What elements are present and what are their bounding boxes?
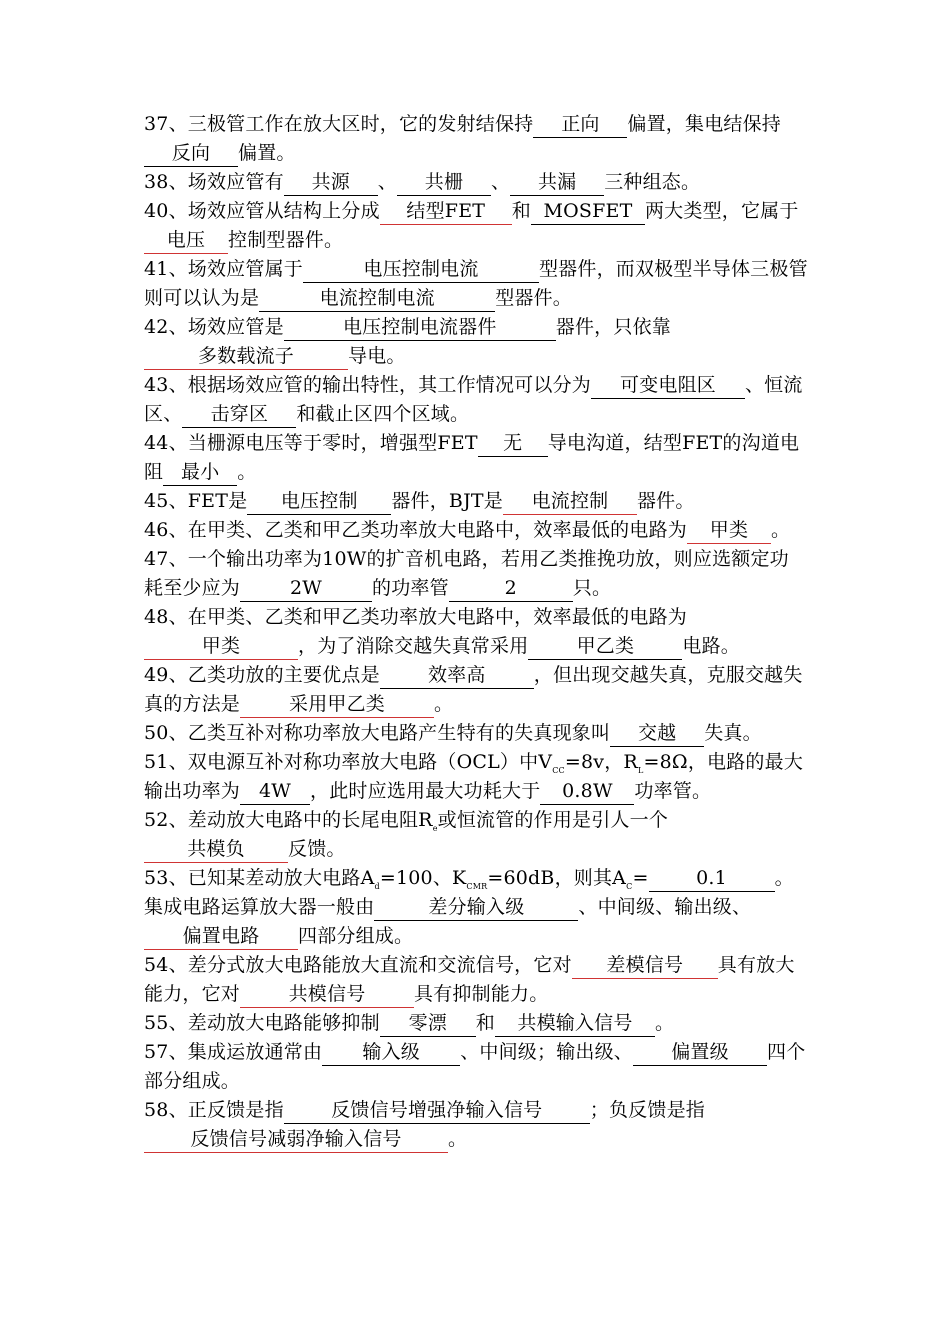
- question-item: [144, 1096, 808, 1154]
- subscript: L: [637, 765, 644, 775]
- question-text: 37、三极管工作在放大区时，它的发射结保持: [144, 113, 534, 135]
- question-text: 和: [511, 200, 531, 222]
- question-item: [144, 864, 808, 951]
- question-text: 偏置，集电结保持: [627, 113, 781, 135]
- answer-blank: 反馈信号增强净输入信号: [284, 1098, 590, 1124]
- question-item: [144, 516, 808, 545]
- question-text: 、: [377, 171, 397, 193]
- subscript: d: [374, 881, 380, 891]
- question-item: [144, 168, 808, 197]
- question-text: 只。: [572, 577, 612, 599]
- question-text: 型器件，而双极型半导体三极管则可以认为是: [144, 258, 808, 309]
- question-text: ，但出现交越失真，克服交越失真的方法是: [144, 664, 803, 715]
- question-text: 。: [448, 1128, 468, 1150]
- answer-blank: 无: [478, 431, 548, 457]
- question-item: [144, 748, 808, 806]
- question-item: [144, 429, 808, 487]
- answer-blank: 采用甲乙类: [240, 692, 434, 718]
- question-text: 器件，只依靠: [555, 316, 671, 338]
- answer-blank: 效率高: [380, 663, 534, 689]
- question-item: [144, 197, 808, 255]
- question-text: 导电。: [348, 345, 406, 367]
- answer-blank: 共模输入信号: [495, 1011, 655, 1037]
- question-text: 。集成电路运算放大器一般由: [144, 867, 794, 918]
- question-text: 导电沟道，结型FET的沟道电阻: [144, 432, 800, 483]
- question-text: 四个部分组成。: [144, 1041, 806, 1092]
- question-text: 和: [475, 1012, 495, 1034]
- answer-blank: 电流控制: [503, 489, 637, 515]
- question-item: [144, 951, 808, 1009]
- question-text: 控制型器件。: [228, 229, 344, 251]
- question-text: 50、乙类互补对称功率放大电路产生特有的失真现象叫: [144, 722, 611, 744]
- question-text: 。: [770, 519, 791, 541]
- question-text: =60dB，则其A: [487, 867, 627, 889]
- answer-blank: 电压控制: [247, 489, 391, 515]
- question-text: =8Ω，电路的最大输出功率为: [144, 751, 804, 802]
- answer-blank: MOSFET: [531, 199, 645, 225]
- question-text: 55、差动放大电路能够抑制: [144, 1012, 380, 1034]
- answer-blank: 2: [449, 576, 573, 602]
- question-text: 、中间级；输出级、: [460, 1041, 633, 1063]
- question-text: 、恒流区、: [144, 374, 803, 425]
- question-text: 或恒流管的作用是引人一个: [437, 809, 669, 831]
- question-text: ，此时应选用最大功耗大于: [310, 780, 541, 802]
- question-item: [144, 371, 808, 429]
- answer-blank: 多数载流子: [144, 344, 348, 370]
- answer-blank: 结型FET: [380, 199, 512, 225]
- question-item: [144, 661, 808, 719]
- answer-blank: 差模信号: [572, 953, 718, 979]
- question-text: 的功率管: [372, 577, 449, 599]
- question-text: 功率管。: [634, 780, 712, 802]
- question-text: 四部分组成。: [298, 925, 414, 947]
- question-text: 45、FET是: [144, 490, 248, 512]
- answer-blank: 正向: [533, 112, 627, 138]
- question-text: 、: [490, 171, 511, 193]
- answer-blank: 4W: [240, 779, 310, 805]
- question-text: 偏置。: [238, 142, 296, 164]
- answer-blank: 甲类: [144, 634, 298, 660]
- answer-blank: 最小: [163, 460, 237, 486]
- question-text: 44、当栅源电压等于零时，增强型FET: [144, 432, 478, 454]
- answer-blank: 甲乙类: [528, 634, 682, 660]
- question-item: [144, 603, 808, 661]
- question-item: [144, 545, 808, 603]
- document-body: [144, 110, 808, 1154]
- answer-blank: 击穿区: [182, 402, 296, 428]
- question-text: 失真。: [704, 722, 762, 744]
- question-item: [144, 255, 808, 313]
- answer-blank: 0.1: [649, 866, 775, 892]
- answer-blank: 电压控制电流器件: [284, 315, 556, 341]
- answer-blank: 电压控制电流: [303, 257, 539, 283]
- question-item: [144, 313, 808, 371]
- question-text: 器件。: [636, 490, 695, 512]
- answer-blank: 共模信号: [240, 982, 414, 1008]
- question-text: =8v，R: [564, 751, 638, 773]
- subscript: CC: [552, 765, 565, 775]
- subscript: e: [432, 823, 438, 833]
- question-text: 42、场效应管是: [144, 316, 284, 338]
- answer-blank: 差分输入级: [374, 895, 578, 921]
- question-text: 反馈。: [288, 838, 346, 860]
- subscript: CMR: [466, 881, 488, 891]
- question-text: 。: [237, 461, 257, 483]
- question-text: 48、在甲类、乙类和甲乙类功率放大电路中，效率最低的电路为: [144, 606, 687, 628]
- answer-blank: 偏置级: [633, 1040, 767, 1066]
- answer-blank: 共栅: [397, 170, 491, 196]
- question-text: 49、乙类功放的主要优点是: [144, 664, 380, 686]
- question-text: 41、场效应管属于: [144, 258, 303, 280]
- answer-blank: 偏置电路: [144, 924, 298, 950]
- question-text: 三种组态。: [604, 171, 701, 193]
- answer-blank: 共漏: [510, 170, 604, 196]
- question-item: [144, 1038, 808, 1096]
- question-text: 58、正反馈是指: [144, 1099, 284, 1121]
- answer-blank: 共源: [284, 170, 378, 196]
- question-text: 38、场效应管有: [144, 171, 284, 193]
- question-text: 。: [654, 1012, 675, 1034]
- question-text: 器件，BJT是: [391, 490, 503, 512]
- answer-blank: 零漂: [380, 1011, 476, 1037]
- answer-blank: 可变电阻区: [591, 373, 745, 399]
- question-text: 53、已知某差动放大电路A: [144, 867, 375, 889]
- question-text: 。: [434, 693, 454, 715]
- subscript: C: [626, 881, 633, 891]
- question-text: 两大类型，它属于: [644, 200, 799, 222]
- question-item: [144, 487, 808, 516]
- question-text: 电路。: [682, 635, 741, 657]
- question-text: 型器件。: [495, 287, 573, 309]
- answer-blank: 反向: [144, 141, 238, 167]
- answer-blank: 共模负: [144, 837, 288, 863]
- question-text: 47、一个输出功率为10W的扩音机电路，若用乙类推挽功放，则应选额定功耗至少应为: [144, 548, 789, 599]
- question-text: =100、K: [379, 867, 467, 889]
- answer-blank: 电压: [144, 228, 228, 254]
- question-text: 52、差动放大电路中的长尾电阻R: [144, 809, 433, 831]
- answer-blank: 甲类: [687, 518, 771, 544]
- answer-blank: 反馈信号减弱净输入信号: [144, 1127, 448, 1153]
- question-text: 57、集成运放通常由: [144, 1041, 323, 1063]
- question-text: 51、双电源互补对称功率放大电路（OCL）中V: [144, 751, 553, 773]
- answer-blank: 电流控制电流: [259, 286, 495, 312]
- question-item: [144, 1009, 808, 1038]
- question-text: 54、差分式放大电路能放大直流和交流信号，它对: [144, 954, 572, 976]
- question-text: 和截止区四个区域。: [296, 403, 470, 425]
- question-text: 40、场效应管从结构上分成: [144, 200, 380, 222]
- answer-blank: 0.8W: [540, 779, 634, 805]
- question-item: [144, 806, 808, 864]
- question-text: =: [632, 867, 649, 889]
- question-text: 具有放大能力，它对: [144, 954, 795, 1005]
- question-text: ；负反馈是指: [589, 1099, 705, 1121]
- answer-blank: 交越: [610, 721, 704, 747]
- question-text: 46、在甲类、乙类和甲乙类功率放大电路中，效率最低的电路为: [144, 519, 687, 541]
- question-item: [144, 110, 808, 168]
- question-text: ，为了消除交越失真常采用: [298, 635, 529, 657]
- answer-blank: 2W: [240, 576, 372, 602]
- question-item: [144, 719, 808, 748]
- question-text: 、中间级、输出级、: [578, 896, 752, 918]
- answer-blank: 输入级: [322, 1040, 460, 1066]
- question-text: 具有抑制能力。: [414, 983, 549, 1005]
- question-text: 43、根据场效应管的输出特性，其工作情况可以分为: [144, 374, 591, 396]
